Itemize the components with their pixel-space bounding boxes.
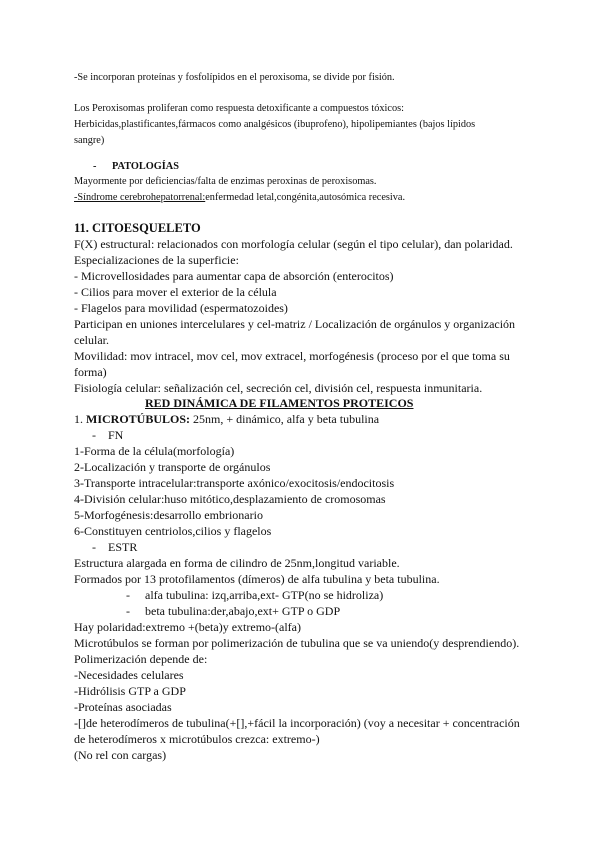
citoesqueleto-line: - Flagelos para movilidad (espermatozoides) [74, 301, 288, 315]
final-line: -Hidrólisis GTP a GDP [74, 684, 186, 698]
fn-list-item: 5-Morfogénesis:desarrollo embrionario [74, 508, 263, 522]
bullet-dash: - [126, 588, 130, 602]
estr-line: Formados por 13 protofilamentos (dímeros) de alfa tubulina y beta tubulina. [74, 572, 440, 586]
sindrome-term: -Síndrome cerebrohepatorrenal: [74, 192, 206, 203]
fn-list-item: 4-División celular:huso mitótico,desplazamiento de cromosomas [74, 492, 386, 506]
final-line: -[]de heterodímeros de tubulina(+[],+fácil la incorporación) (voy a necesitar + concentración [74, 716, 520, 730]
citoesqueleto-line: F(X) estructural: relacionados con morfología celular (según el tipo celular), dan polaridad. [74, 237, 513, 251]
tubulina-list-item: alfa tubulina: izq,arriba,ext- GTP(no se hidroliza) [145, 588, 384, 602]
fn-list-item: 2-Localización y transporte de orgánulos [74, 460, 271, 474]
microtubulos-description: 25nm, + dinámico, alfa y beta tubulina [190, 412, 380, 426]
final-line: Polimerización depende de: [74, 652, 208, 666]
sindrome-description: enfermedad letal,congénita,autosómica recesiva. [205, 192, 406, 203]
final-line: -Proteínas asociadas [74, 700, 172, 714]
subsection-title-red-dinamica: RED DINÁMICA DE FILAMENTOS PROTEICOS [145, 396, 414, 410]
bullet-dash: - [92, 540, 96, 554]
patologias-heading: PATOLOGÍAS [112, 161, 179, 172]
citoesqueleto-line: forma) [74, 365, 107, 379]
final-line: de heterodímeros x microtúbulos crezca: extremo-) [74, 732, 320, 746]
citoesqueleto-line: - Cilios para mover el exterior de la célula [74, 285, 277, 299]
paragraph-peroxisoma-fision: -Se incorporan proteínas y fosfolípidos en el peroxisoma, se divide por fisión. [74, 72, 395, 83]
microtubulos-term: MICROTÚBULOS: [86, 412, 191, 426]
patologias-line-1: Mayormente por deficiencias/falta de enzimas peroxinas de peroxisomas. [74, 176, 377, 187]
paragraph-proliferan-1: Los Peroxisomas proliferan como respuesta detoxificante a compuestos tóxicos: [74, 103, 404, 114]
fn-list-item: 3-Transporte intracelular:transporte axónico/exocitosis/endocitosis [74, 476, 395, 490]
bullet-dash: - [126, 604, 130, 618]
final-line: -Necesidades celulares [74, 668, 184, 682]
estr-line: Estructura alargada en forma de cilindro de 25nm,longitud variable. [74, 556, 400, 570]
estr-label: ESTR [108, 540, 138, 554]
bullet-dash: - [92, 428, 96, 442]
microtubulos-number: 1. [74, 412, 86, 426]
paragraph-proliferan-2: Herbicidas,plastificantes,fármacos como analgésicos (ibuprofeno), hipolipemiantes (bajos lípidos [74, 119, 476, 130]
citoesqueleto-line: Movilidad: mov intracel, mov cel, mov extracel, morfogénesis (proceso por el que toma su [74, 349, 510, 363]
patologias-line-2 [74, 193, 405, 203]
citoesqueleto-line: celular. [74, 333, 109, 347]
tubulina-list-item: beta tubulina:der,abajo,ext+ GTP o GDP [145, 604, 341, 618]
citoesqueleto-line: Fisiología celular: señalización cel, secreción cel, división cel, respuesta inmunitaria. [74, 381, 483, 395]
final-line: Microtúbulos se forman por polimerización de tubulina que se va uniendo(y desprendiendo). [74, 636, 520, 650]
fn-list-item: 1-Forma de la célula(morfología) [74, 444, 235, 458]
final-line: Hay polaridad:extremo +(beta)y extremo-(alfa) [74, 620, 301, 634]
section-title-citoesqueleto: 11. CITOESQUELETO [74, 221, 201, 235]
citoesqueleto-line: - Microvellosidades para aumentar capa de absorción (enterocitos) [74, 269, 394, 283]
final-line: (No rel con cargas) [74, 748, 167, 762]
microtubulos-heading [74, 413, 379, 425]
citoesqueleto-line: Participan en uniones intercelulares y cel-matriz / Localización de orgánulos y organización [74, 317, 516, 331]
bullet-dash: - [93, 161, 97, 172]
fn-list-item: 6-Constituyen centriolos,cilios y flagelos [74, 524, 272, 538]
fn-label: FN [108, 428, 124, 442]
citoesqueleto-line: Especializaciones de la superficie: [74, 253, 239, 267]
paragraph-proliferan-3: sangre) [74, 135, 105, 146]
